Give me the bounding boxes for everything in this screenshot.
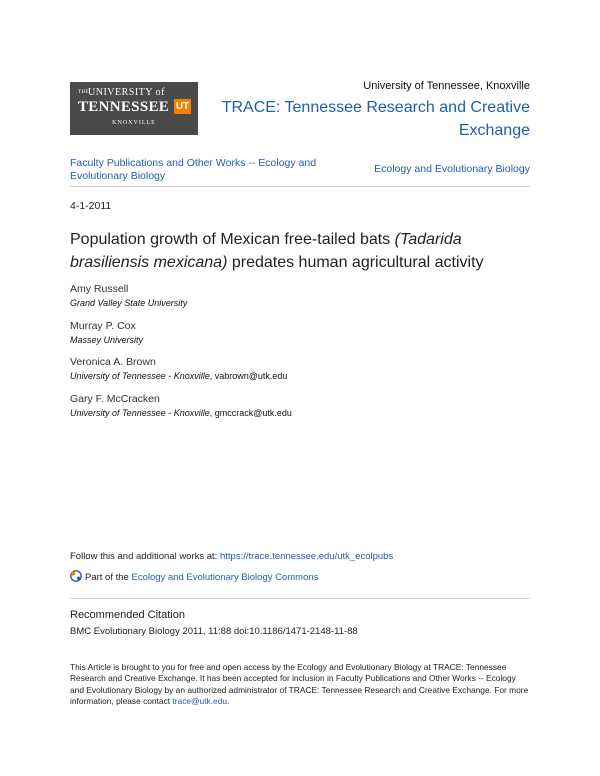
author-entry: Gary F. McCracken University of Tennessee - Knoxville, gmccrack@utk.edu: [70, 392, 530, 420]
article-title: [70, 228, 530, 274]
author-affiliation: University of Tennessee - Knoxville: [70, 408, 210, 418]
part-of-label: Part of the: [85, 572, 132, 583]
author-email: gmccrack@utk.edu: [214, 408, 292, 418]
author-email: vabrown@utk.edu: [214, 371, 288, 381]
title-part-1: Population growth of Mexican free-tailed bats: [70, 231, 395, 248]
publication-date: 4-1-2011: [70, 200, 112, 212]
header-divider: [70, 186, 530, 187]
author-name: Veronica A. Brown: [70, 356, 156, 368]
part-of-line: [70, 570, 318, 583]
title-species: (Tadarida brasiliensis mexicana): [70, 231, 462, 271]
author-entry: [70, 282, 530, 310]
citation-divider: [70, 598, 530, 599]
author-affiliation: University of Tennessee - Knoxville: [70, 371, 210, 381]
access-notice: [70, 662, 530, 707]
author-entry: [70, 319, 530, 347]
author-name: Amy Russell: [70, 283, 129, 295]
contact-email-link[interactable]: trace@utk.edu: [172, 695, 228, 706]
title-part-2: predates human agricultural activity: [227, 254, 484, 271]
citation-text: BMC Evolutionary Biology 2011, 11:88 doi:10.1186/1471-2148-11-88: [70, 626, 358, 637]
logo-university: UNIVERSITY of: [88, 87, 165, 98]
access-notice-end: .: [227, 695, 230, 706]
institution-name: University of Tennessee, Knoxville: [363, 80, 530, 92]
logo-tennessee: TENNESSEE: [78, 99, 170, 115]
commons-link[interactable]: Ecology and Evolutionary Biology Commons: [131, 572, 319, 583]
department-link[interactable]: Ecology and Evolutionary Biology: [374, 163, 530, 175]
follow-line: [70, 551, 393, 562]
repository-link[interactable]: TRACE: Tennessee Research and Creative Exchange: [221, 99, 530, 139]
university-logo[interactable]: [70, 82, 198, 135]
access-notice-text: This Article is brought to you for free and open access by the Ecology and Evolutionary Biology at TRACE: Tennessee Research and Creative Exchange. It has been accepted for inclusion in Faculty Publications and Other Works -- Ecology and Evolutionary Biology by an authorized administrator of TRACE: Tennessee Research and Creative Exchange. For more information, please contact: [70, 662, 529, 706]
author-affiliation: Grand Valley State University: [70, 298, 188, 308]
author-affiliation: Massey University: [70, 335, 144, 345]
author-name: Gary F. McCracken: [70, 393, 160, 405]
collection-url-link[interactable]: https://trace.tennessee.edu/utk_ecolpubs: [219, 551, 394, 562]
collection-link[interactable]: Faculty Publications and Other Works -- Ecology and Evolutionary Biology: [70, 157, 317, 182]
logo-the: THE: [78, 90, 90, 95]
logo-knoxville: KNOXVILLE: [112, 120, 156, 126]
citation-heading: Recommended Citation: [70, 609, 185, 621]
follow-label: Follow this and additional works at:: [70, 551, 220, 562]
logo-ut-mark: UT: [175, 101, 190, 112]
author-entry: Veronica A. Brown University of Tennessee - Knoxville, vabrown@utk.edu: [70, 355, 530, 383]
commons-network-icon: [70, 570, 82, 582]
author-name: Murray P. Cox: [70, 320, 136, 332]
